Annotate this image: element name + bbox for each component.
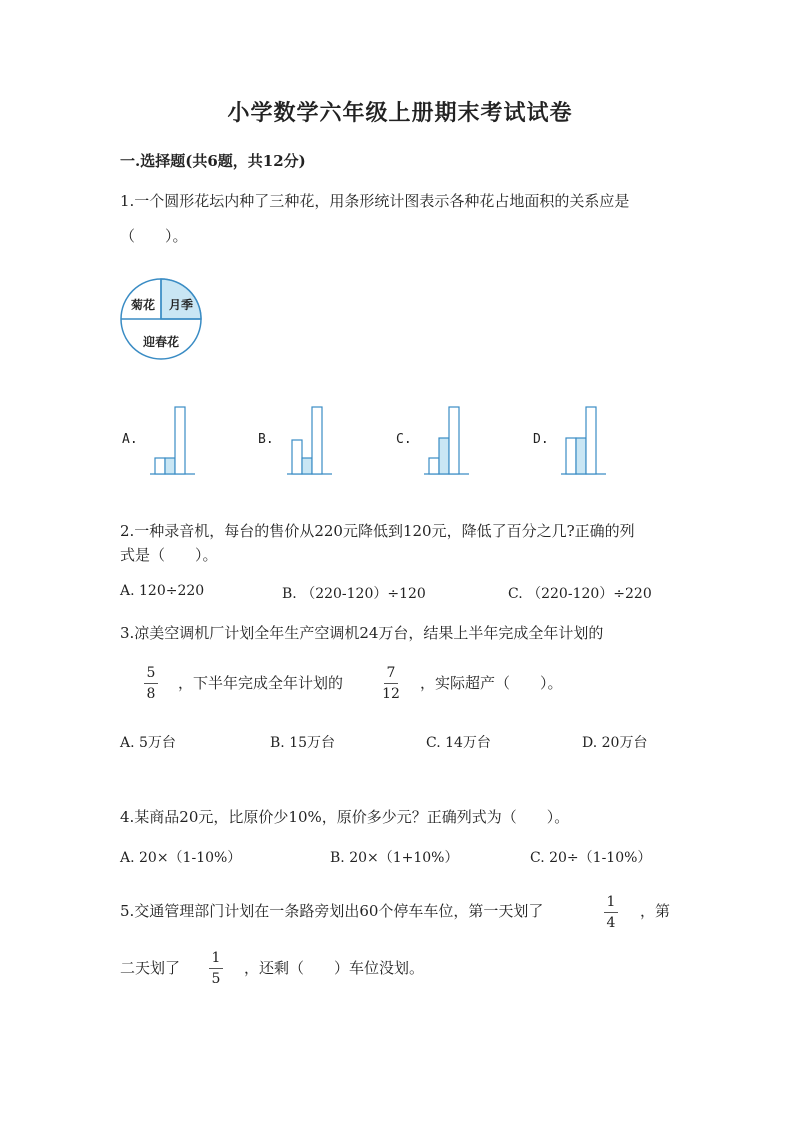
bar-yingchunhua [449, 407, 459, 474]
question-5-text-end: ，第 [640, 902, 671, 920]
section-heading: 一.选择题(共6题，共12分) [120, 152, 306, 170]
pie-label-juhua: 菊花 [130, 298, 156, 312]
question-3-text: 3.凉美空调机厂计划全年生产空调机24万台，结果上半年完成全年计划的 [120, 624, 604, 642]
bar-juhua [566, 438, 576, 474]
question-4-text: 4.某商品20元，比原价少10%，原价多少元？正确列式为（ ）。 [120, 808, 570, 826]
q1-option-d-label[interactable]: D. [533, 432, 549, 447]
fraction-numerator: 5 [146, 665, 156, 681]
bar-yueji [439, 438, 449, 474]
fraction-denominator: 12 [382, 686, 400, 702]
q1-option-d-chart[interactable] [561, 400, 606, 480]
fraction-numerator: 1 [606, 894, 616, 910]
pie-figure [118, 276, 208, 366]
q1-option-c-chart[interactable] [424, 400, 469, 480]
question-1-text: 1.一个圆形花坛内种了三种花，用条形统计图表示各种花占地面积的关系应是 [120, 192, 630, 210]
bar-yingchunhua [312, 407, 322, 474]
fraction-bar [604, 912, 618, 913]
question-5-text: 5.交通管理部门计划在一条路旁划出60个停车车位，第一天划了 [120, 902, 544, 920]
q1-option-b-label[interactable]: B. [258, 432, 274, 447]
bar-juhua [155, 458, 165, 474]
q3-fraction-5-8 [141, 665, 161, 702]
q1-option-a-label[interactable]: A. [122, 432, 138, 447]
q1-option-c-label[interactable]: C. [396, 432, 412, 447]
q1-option-a-chart[interactable] [150, 400, 195, 480]
page-title: 小学数学六年级上册期末考试试卷 [227, 100, 573, 126]
pie-label-yingchunhua: 迎春花 [142, 335, 180, 349]
fraction-bar [144, 683, 158, 684]
question-5-line2-end: ，还剩（ ）车位没划。 [244, 959, 425, 977]
question-3-mid: ，下半年完成全年计划的 [178, 674, 344, 692]
q1-option-b-chart[interactable] [287, 400, 332, 480]
q3-fraction-7-12 [381, 665, 401, 702]
pie-label-yueji: 月季 [168, 298, 194, 312]
fraction-numerator: 1 [211, 950, 221, 966]
bar-yingchunhua [586, 407, 596, 474]
bar-yingchunhua [175, 407, 185, 474]
bar-yueji [165, 458, 175, 474]
bar-yueji [302, 458, 312, 474]
fraction-denominator: 4 [606, 915, 616, 931]
q2-option-c[interactable]: C. （220-120）÷220 [508, 586, 652, 602]
question-1-blank: （ ）。 [120, 227, 188, 245]
fraction-numerator: 7 [386, 665, 396, 681]
q2-option-a[interactable]: A. 120÷220 [120, 583, 205, 599]
question-5-line2: 二天划了 [120, 959, 181, 977]
question-2-text: 2.一种录音机，每台的售价从220元降低到120元，降低了百分之几?正确的列 [120, 522, 635, 540]
fraction-bar [384, 683, 398, 684]
q3-option-d[interactable]: D. 20万台 [582, 735, 648, 751]
fraction-denominator: 8 [146, 686, 156, 702]
q5-fraction-1-5 [206, 950, 226, 987]
q4-option-c[interactable]: C. 20÷（1-10%） [530, 850, 652, 866]
bar-juhua [429, 458, 439, 474]
bar-yueji [576, 438, 586, 474]
bar-juhua [292, 440, 302, 474]
q4-option-b[interactable]: B. 20×（1+10%） [330, 850, 459, 866]
q5-fraction-1-4 [601, 894, 621, 931]
question-2-text-cont: 式是（ ）。 [120, 546, 218, 564]
fraction-bar [209, 968, 223, 969]
q3-option-c[interactable]: C. 14万台 [426, 735, 491, 751]
question-3-end: ，实际超产（ ）。 [420, 674, 563, 692]
q3-option-a[interactable]: A. 5万台 [120, 735, 176, 751]
q3-option-b[interactable]: B. 15万台 [270, 735, 336, 751]
q4-option-a[interactable]: A. 20×（1-10%） [120, 850, 242, 866]
q2-option-b[interactable]: B. （220-120）÷120 [282, 586, 426, 602]
fraction-denominator: 5 [211, 971, 221, 987]
